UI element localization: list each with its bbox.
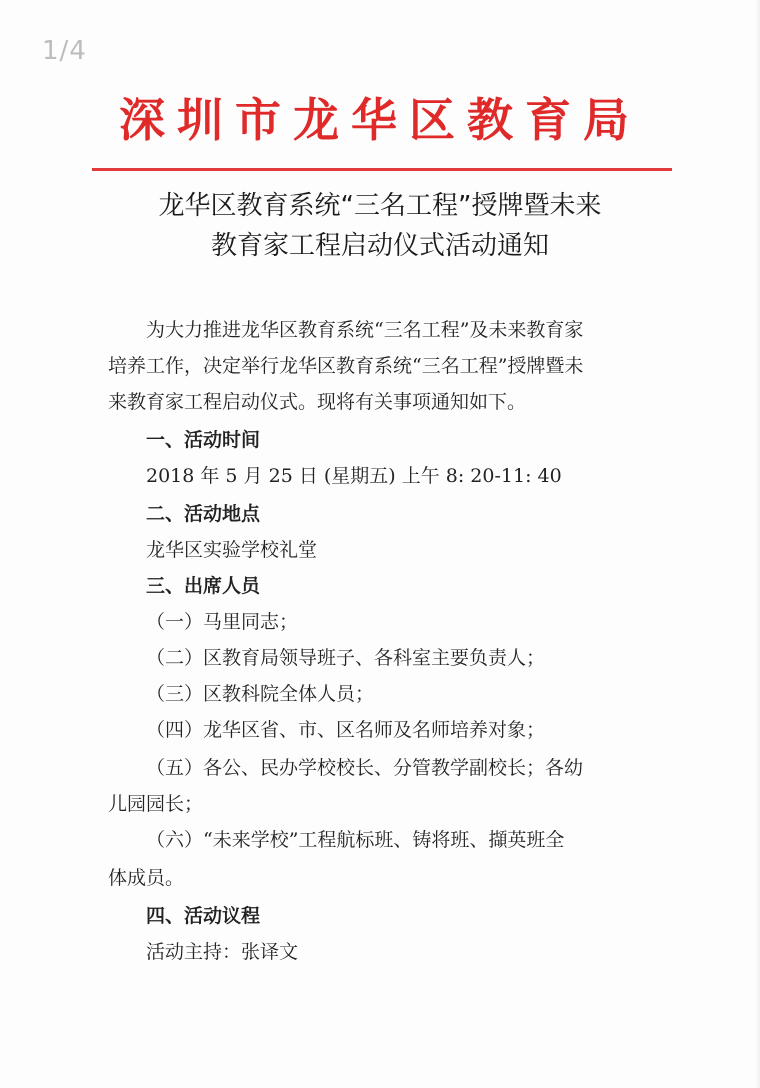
attendee-item-3: （三）区教科院全体人员； bbox=[146, 683, 375, 705]
section-attendees-heading: 三、出席人员 bbox=[146, 575, 261, 597]
attendee-item-5-line-2: 儿园园长； bbox=[108, 793, 204, 815]
document-title-line-2: 教育家工程启动仪式活动通知 bbox=[210, 231, 549, 261]
intro-line-1: 为大力推进龙华区教育系统“三名工程”及未来教育家 bbox=[146, 319, 584, 341]
event-host: 活动主持：张译文 bbox=[146, 941, 299, 963]
attendee-item-2: （二）区教育局领导班子、各科室主要负责人； bbox=[146, 647, 546, 669]
intro-line-3: 来教育家工程启动仪式。现将有关事项通知如下。 bbox=[108, 391, 527, 413]
attendee-item-6-line-2: 体成员。 bbox=[108, 867, 185, 889]
attendee-item-4: （四）龙华区省、市、区名师及名师培养对象； bbox=[146, 719, 546, 741]
intro-line-2: 培养工作，决定举行龙华区教育系统“三名工程”授牌暨未 bbox=[108, 355, 584, 377]
section-agenda-heading: 四、活动议程 bbox=[146, 905, 261, 927]
attendee-item-1: （一）马里同志； bbox=[146, 611, 299, 633]
attendee-item-5-line-1: （五）各公、民办学校校长、分管教学副校长；各幼 bbox=[146, 757, 584, 779]
masthead-title: 深圳市龙华区教育局 bbox=[119, 93, 641, 147]
document-title bbox=[80, 186, 680, 266]
attendee-item-6-line-1: （六）“未来学校”工程航标班、铸将班、擷英班全 bbox=[146, 829, 565, 851]
scan-edge-shadow bbox=[754, 0, 760, 1088]
event-time: 2018 年 5 月 25 日 (星期五) 上午 8: 20-11: 40 bbox=[146, 465, 562, 487]
section-time-heading: 一、活动时间 bbox=[146, 429, 261, 451]
event-place: 龙华区实验学校礼堂 bbox=[146, 539, 318, 561]
document-title-line-1: 龙华区教育系统“三名工程”授牌暨未来 bbox=[158, 191, 602, 221]
red-divider bbox=[92, 168, 672, 171]
page-counter: 1/4 bbox=[42, 36, 87, 66]
section-place-heading: 二、活动地点 bbox=[146, 503, 261, 525]
